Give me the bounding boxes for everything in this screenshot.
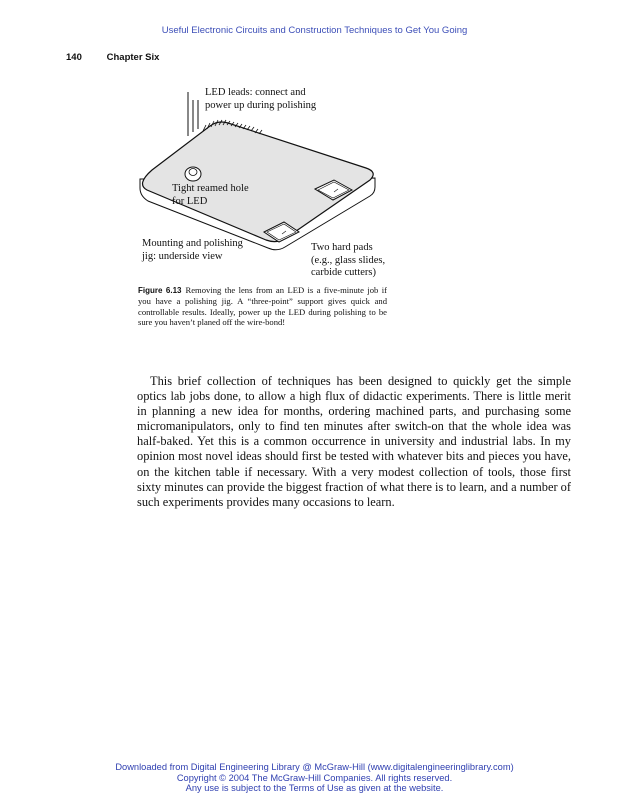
- label-mounting-jig-line1: Mounting and polishing: [142, 238, 243, 249]
- label-led-hole-line1: Tight reamed hole: [172, 183, 249, 194]
- footer: [0, 762, 629, 794]
- book-title-header: Useful Electronic Circuits and Construction Techniques to Get You Going: [161, 25, 468, 36]
- label-led-hole: [172, 183, 249, 208]
- body-paragraph: This brief collection of techniques has been designed to quickly get the simple optics lab jobs done, to allow a high flux of didactic experiments. There is little merit in planning a new idea for months, ordering machined parts, and purchasing some micromanipulators, only to find ten minutes after switch-on that the whole idea was half-baked. Yet this is a common occurrence in university and industrial labs. In my opinion most novel ideas should first be tested with whatever bits and pieces you have, on the kitchen table if necessary. With a very modest collection of tools, those first sixty minutes can provide the biggest fraction of what there is to learn, and a number of such experiments provides many occasions to learn.: [137, 374, 571, 509]
- figure-caption: [138, 285, 387, 328]
- label-led-leads: [205, 87, 316, 112]
- footer-terms-line[interactable]: Any use is subject to the Terms of Use as given at the website.: [185, 783, 444, 793]
- jig-underside-face: [143, 122, 374, 242]
- label-led-leads-line1: LED leads: connect and: [205, 87, 306, 98]
- label-led-leads-line2: power up during polishing: [205, 99, 317, 111]
- figure-number: Figure 6.13: [138, 286, 182, 295]
- label-mounting-jig-line2: jig: underside view: [142, 250, 223, 262]
- led-leads: [188, 92, 198, 136]
- label-led-hole-line2: for LED: [172, 195, 208, 207]
- figure-caption-text: Removing the lens from an LED is a five-minute job if you have a polishing jig. A “three-point” support gives quick and controllable results. Ideally, power up the LED during polishing to be sure you haven’t planed off the wire-bond!: [138, 285, 387, 328]
- label-hard-pads-line2: (e.g., glass slides,: [311, 254, 386, 266]
- page-number: 140: [66, 52, 82, 63]
- chapter-title: Chapter Six: [106, 52, 160, 63]
- label-hard-pads-line1: Two hard pads: [311, 242, 373, 253]
- label-hard-pads: [311, 242, 385, 280]
- label-mounting-jig: [142, 238, 243, 263]
- label-hard-pads-line3: carbide cutters): [311, 267, 377, 278]
- led-hole: [185, 167, 201, 181]
- footer-copyright-line: Copyright © 2004 The McGraw-Hill Companies. All rights reserved.: [176, 772, 453, 783]
- figure-polishing-jig: [0, 0, 629, 290]
- footer-download-line[interactable]: Downloaded from Digital Engineering Library @ McGraw-Hill (www.digitalengineeringlibrary.com): [115, 762, 514, 772]
